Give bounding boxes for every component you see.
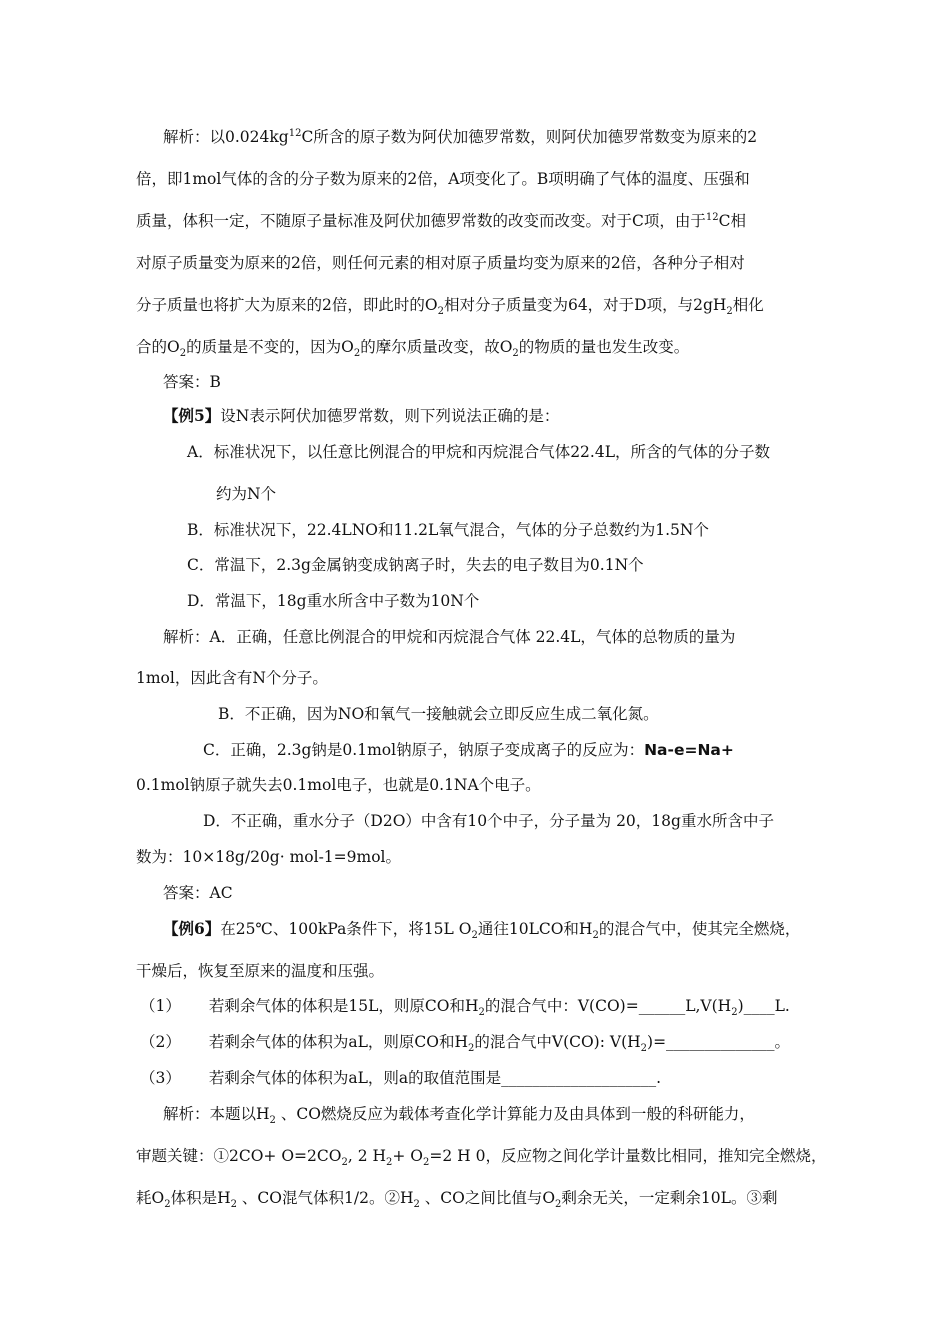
example-5-question: 【例5】设N表示阿伏加德罗常数，则下列说法正确的是：: [163, 406, 560, 425]
example-5-solution-d: D．不正确，重水分子（D2O）中含有10个中子，分子量为 20，18g重水所含中子: [203, 812, 774, 830]
analysis-line-2: 倍，即1mol气体的含的分子数为原来的2倍，A项变化了。B项明确了气体的温度、压强和: [136, 170, 750, 188]
example-5-option-d: D．常温下，18g重水所含中子数为10N个: [187, 592, 480, 610]
example-6-solution-2: 审题关键：①2CO+ $O=2CO_2$, 2 $H_2+ O_2=2$ H 0，反应物之间化学计量数比相同，推知完全燃烧，: [136, 1147, 827, 1169]
example-5-option-a-cont: 约为N个: [216, 485, 277, 503]
analysis-line-1: 解析：以$0.024kg^{12}C$所含的原子数为阿伏加德罗常数，则阿伏加德罗常数变为原来的2: [163, 127, 758, 146]
example-6-solution-3: 耗$O_2$体积是$H_2$ 、CO混气体积1/2。$②H_2$ 、CO之间比值与$O_2$剩余无关，一定剩余10L。③剩: [136, 1189, 778, 1211]
example-5-option-b: B．标准状况下，22.4LNO和11.2L氧气混合，气体的分子总数约为1.5N个: [187, 521, 709, 539]
answer-1: 答案：B: [163, 373, 221, 391]
example-6-question-cont: 干燥后，恢复至原来的温度和压强。: [136, 962, 385, 980]
analysis-line-6: 合的$O_2$的质量是不变的，因为$O_2$的摩尔质量改变，故$O_2$的物质的量也发生改变。: [136, 338, 690, 360]
example-5-tag: 【例5】: [163, 406, 221, 425]
example-5-option-a: A．标准状况下，以任意比例混合的甲烷和丙烷混合气体22.4L，所含的气体的分子数: [187, 443, 771, 461]
example-5-option-c: C．常温下，2.3g金属钠变成钠离子时，失去的电子数目为0.1N个: [187, 556, 644, 574]
sodium-ionization-equation: Na-e=Na+: [644, 741, 734, 759]
example-5-solution-d-cont: 数为：10×18g/20g· mol-1=9mol。: [136, 848, 401, 866]
example-5-solution-c-cont: 0.1mol钠原子就失去0.1mol电子，也就是0.1NA个电子。: [136, 776, 541, 794]
example-6-part-1: （1） 若剩余气体的体积是15L，则原CO和$H_2$的混合气中：$V(CO)=\_\_\_\_\_\_L,V(H_2)\_\_\_\_L$.: [140, 997, 790, 1019]
example-6-question: 【例6】在25℃、100kPa条件下，将15L $O_2$通往10LCO和$H_2$的混合气中，使其完全燃烧，: [163, 919, 801, 942]
example-6-tag: 【例6】: [163, 919, 221, 938]
example-6-solution-1: 解析：本题以$H_2$ 、CO燃烧反应为载体考查化学计算能力及由具体到一般的科研能力，: [163, 1105, 755, 1127]
example-5-solution-b: B．不正确，因为NO和氧气一接触就会立即反应生成二氧化氮。: [218, 705, 659, 723]
example-6-part-3: （3） 若剩余气体的体积为aL，则a的取值范围是____________________.: [140, 1069, 662, 1087]
example-5-solution-a: 解析：A．正确，任意比例混合的甲烷和丙烷混合气体 22.4L，气体的总物质的量为: [163, 628, 736, 646]
analysis-line-3: 质量，体积一定，不随原子量标准及阿伏加德罗常数的改变而改变。对于C项，由于$^{12}$C相: [136, 211, 746, 230]
example-6-part-2: （2） 若剩余气体的体积为aL，则原CO和$H_2$的混合气中V(CO): $V(H_2)=\_\_\_\_\_\_\_\_\_\_\_\_\_\_$。: [140, 1033, 791, 1055]
example-5-solution-c: C．正确，2.3g钠是0.1mol钠原子，钠原子变成离子的反应为：Na-e=Na+: [203, 741, 734, 759]
example-5-solution-a-cont: 1mol，因此含有N个分子。: [136, 669, 328, 687]
answer-2: 答案：AC: [163, 884, 233, 902]
analysis-line-5: 分子质量也将扩大为原来的2倍，即此时的$O_2$相对分子质量变为64，对于D项，与$2gH_2$相化: [136, 296, 764, 318]
analysis-line-4: 对原子质量变为原来的2倍，则任何元素的相对原子质量均变为原来的2倍，各种分子相对: [136, 254, 745, 272]
